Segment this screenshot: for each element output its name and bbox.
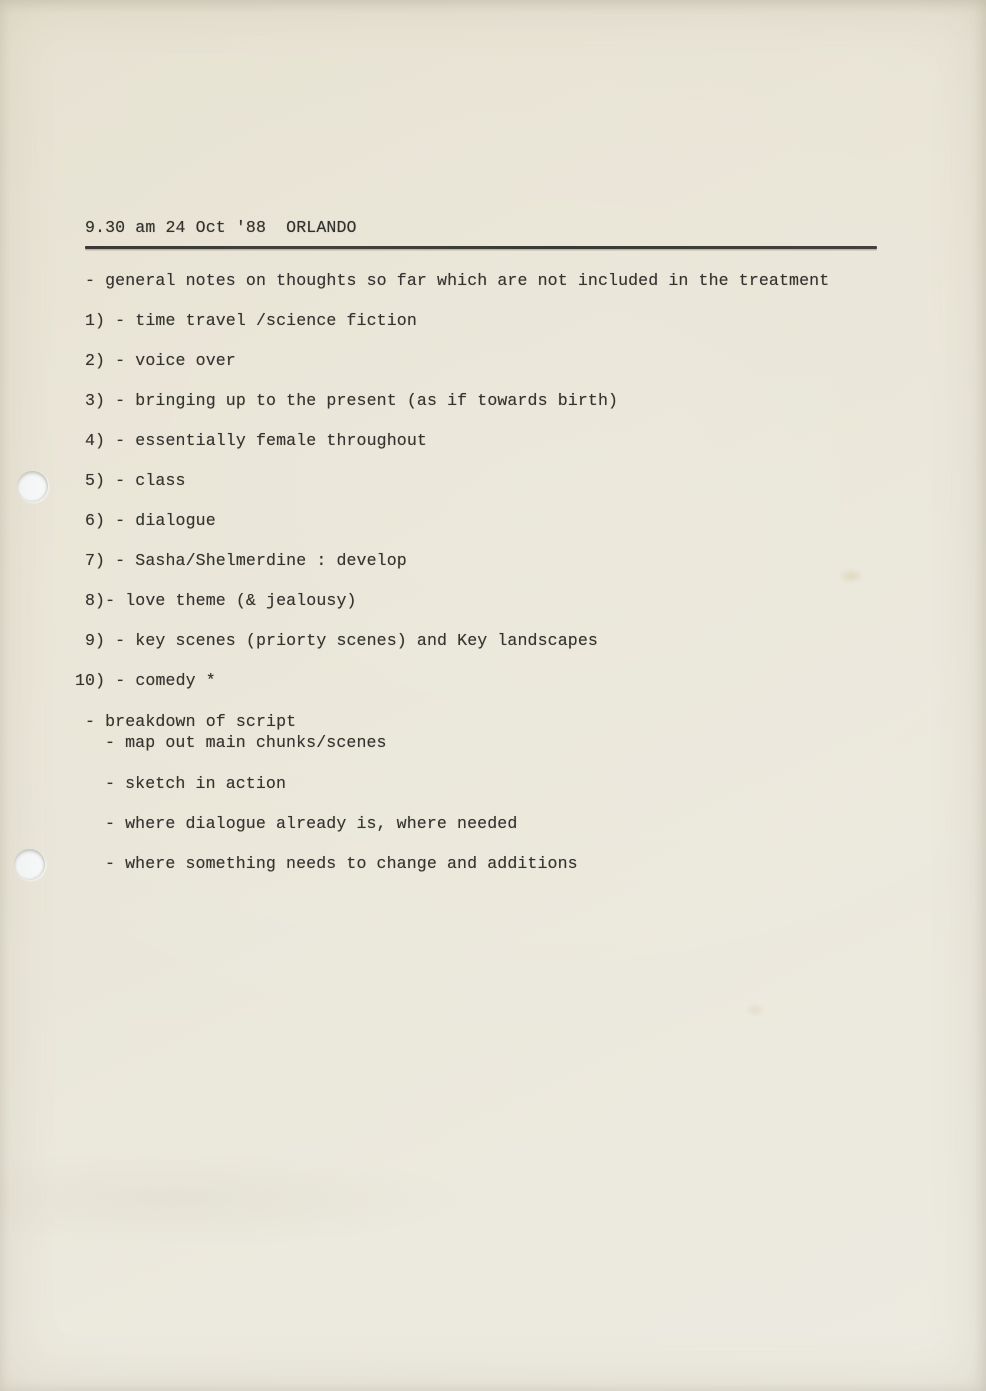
breakdown-subitem-3: - where dialogue already is, where needed bbox=[105, 814, 518, 833]
numbered-item-9: 9) - key scenes (priorty scenes) and Key landscapes bbox=[85, 631, 598, 650]
punch-hole-top bbox=[17, 471, 48, 502]
numbered-item-2: 2) - voice over bbox=[85, 351, 236, 370]
breakdown-subitem-2: - sketch in action bbox=[105, 774, 287, 793]
paper-crease bbox=[0, 1091, 986, 1271]
numbered-item-6: 6) - dialogue bbox=[85, 511, 216, 530]
numbered-item-8: 8)- love theme (& jealousy) bbox=[85, 591, 357, 610]
document-header: 9.30 am 24 Oct '88 ORLANDO bbox=[85, 218, 357, 237]
breakdown-heading-line: - breakdown of script bbox=[85, 712, 297, 731]
numbered-item-7: 7) - Sasha/Shelmerdine : develop bbox=[85, 551, 407, 570]
paper-stain bbox=[745, 1003, 765, 1017]
numbered-item-1: 1) - time travel /science fiction bbox=[85, 311, 417, 330]
intro-line: - general notes on thoughts so far which are not included in the treatment bbox=[85, 271, 830, 290]
breakdown-subitem-4: - where something needs to change and additions bbox=[105, 854, 578, 873]
header-underline bbox=[85, 246, 877, 249]
paper-stain bbox=[838, 568, 864, 584]
punch-hole-bottom bbox=[14, 849, 45, 880]
breakdown-subitem-1: - map out main chunks/scenes bbox=[105, 733, 387, 752]
numbered-item-4: 4) - essentially female throughout bbox=[85, 431, 427, 450]
numbered-item-5: 5) - class bbox=[85, 471, 186, 490]
numbered-item-3: 3) - bringing up to the present (as if towards birth) bbox=[85, 391, 619, 410]
numbered-item-10: 10) - comedy * bbox=[75, 671, 216, 690]
